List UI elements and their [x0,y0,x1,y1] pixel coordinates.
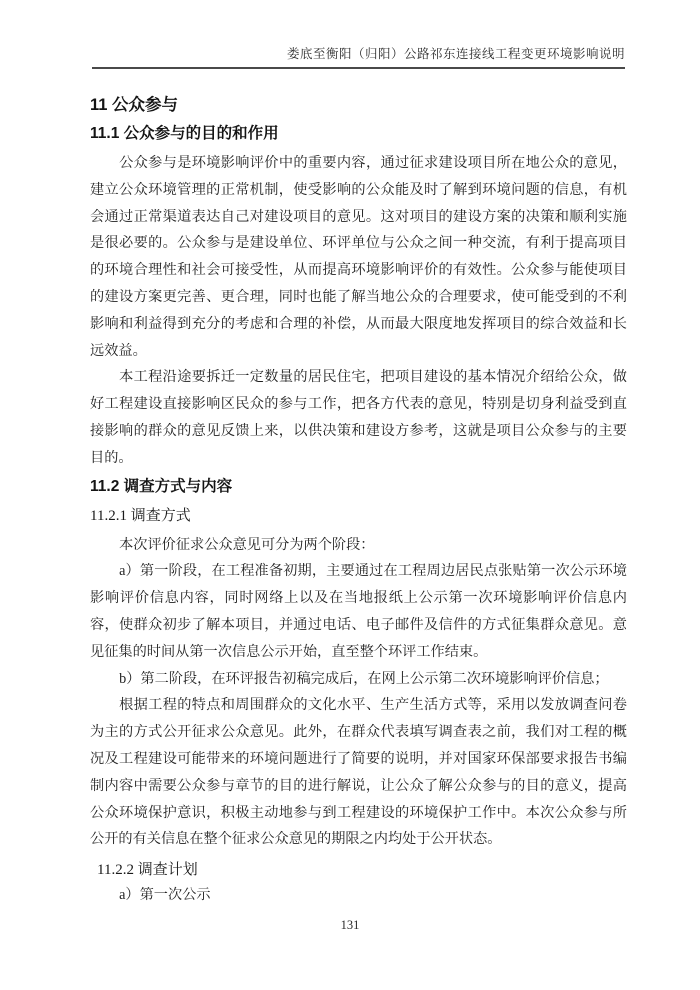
header-title: 娄底至衡阳（归阳）公路祁东连接线工程变更环境影响说明 [286,47,625,61]
page-number: 131 [340,918,360,932]
paragraph-stage-a: a）第一阶段，在工程准备初期，主要通过在工程周边居民点张贴第一次公示环境影响评价信息内容，同时网络上以及在当地报纸上公示第一次环境影响评价信息内容，使群众初步了解本项目，并通过电话、电子邮件及信件的方式征集群众意见。意见征集的时间从第一次信息公示开始，直至整个环评工作结束。 [90,563,627,660]
section-heading-11: 11 公众参与 [90,96,179,114]
section-heading-11-2-2: 11.2.2 调查计划 [97,862,198,879]
paragraph-survey-method: 根据工程的特点和周围群众的文化水平、生产生活方式等，采用以发放调查问卷为主的方式公开征求公众意见。此外，在群众代表填写调查表之前，我们对工程的概况及工程建设可能带来的环境问题进行了简要的说明，并对国家环保部要求报告书编制内容中需要公众参与章节的目的进行解说，让公众了解公众参与的目的意义，提高公众环境保护意识，积极主动地参与到工程建设的环境保护工作中。本次公众参与所公开的有关信息在整个征求公众意见的期限之内均处于公开状态。 [90,697,627,848]
page-footer [0,918,700,933]
paragraph-stage-b: b）第二阶段，在环评报告初稿完成后，在网上公示第二次环境影响评价信息； [119,670,609,687]
paragraph-purpose-1: 公众参与是环境影响评价中的重要内容，通过征求建设项目所在地公众的意见，建立公众环境管理的正常机制，使受影响的公众能及时了解到环境问题的信息，有机会通过正常渠道表达自己对建设项目的意见。这对项目的建设方案的决策和顺利实施是很必要的。公众参与是建设单位、环评单位与公众之间一种交流，有利于提高项目的环境合理性和社会可接受性，从而提高环境影响评价的有效性。公众参与能使项目的建设方案更完善、更合理，同时也能了解当地公众的合理要求，使可能受到的不利影响和利益得到充分的考虑和合理的补偿，从而最大限度地发挥项目的综合效益和长远效益。 [90,155,627,359]
section-heading-11-1: 11.1 公众参与的目的和作用 [90,125,279,142]
paragraph-first-publicity: a）第一次公示 [119,887,211,904]
page-body [90,84,627,909]
paragraph-purpose-2: 本工程沿途要拆迁一定数量的居民住宅，把项目建设的基本情况介绍给公众，做好工程建设直接影响区民众的参与工作，把各方代表的意见，特别是切身利益受到直接影响的群众的意见反馈上来，以供决策和建设方参考，这就是项目公众参与的主要目的。 [90,369,627,466]
paragraph-stages-intro: 本次评价征求公众意见可分为两个阶段： [119,536,375,553]
section-heading-11-2: 11.2 调查方式与内容 [90,477,233,495]
page-header [92,44,625,69]
section-heading-11-2-1: 11.2.1 调查方式 [90,507,191,524]
